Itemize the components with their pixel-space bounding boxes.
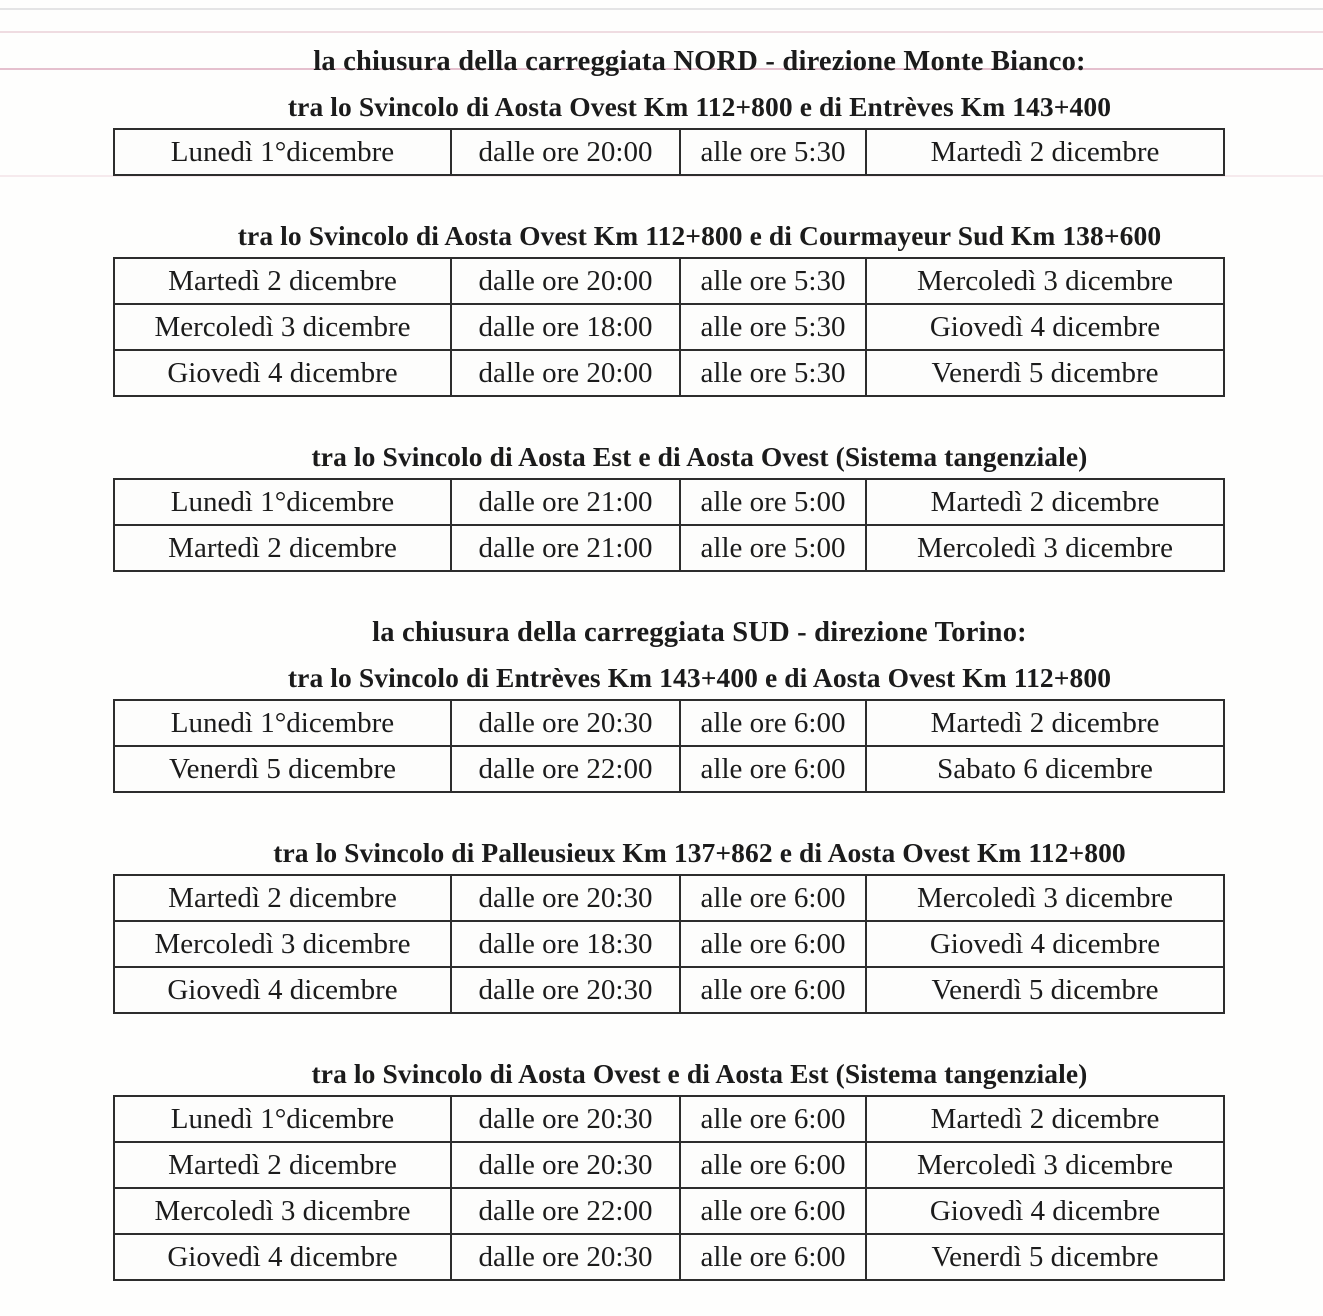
- reopen-day-cell: Mercoledì 3 dicembre: [866, 1142, 1224, 1188]
- reopen-day-cell: Martedì 2 dicembre: [866, 700, 1224, 746]
- table-row: [114, 1096, 1224, 1142]
- closure-day-cell: Giovedì 4 dicembre: [114, 967, 451, 1013]
- closure-day-cell: Mercoledì 3 dicembre: [114, 304, 451, 350]
- end-time-cell: alle ore 6:00: [680, 921, 866, 967]
- start-time-cell: dalle ore 20:30: [451, 967, 680, 1013]
- table-caption: tra lo Svincolo di Aosta Ovest e di Aosta Est (Sistema tangenziale): [311, 1058, 1088, 1089]
- reopen-day-cell: Giovedì 4 dicembre: [866, 921, 1224, 967]
- closure-day-cell: Lunedì 1°dicembre: [114, 129, 451, 175]
- reopen-day-cell: Venerdì 5 dicembre: [866, 967, 1224, 1013]
- closure-schedule-table: [113, 257, 1225, 397]
- closure-schedule-table: [113, 874, 1225, 1014]
- start-time-cell: dalle ore 20:00: [451, 129, 680, 175]
- table-caption: tra lo Svincolo di Palleusieux Km 137+862 e di Aosta Ovest Km 112+800: [273, 837, 1126, 868]
- closure-day-cell: Martedì 2 dicembre: [114, 258, 451, 304]
- table-row: [114, 921, 1224, 967]
- end-time-cell: alle ore 6:00: [680, 967, 866, 1013]
- start-time-cell: dalle ore 18:00: [451, 304, 680, 350]
- closure-day-cell: Mercoledì 3 dicembre: [114, 1188, 451, 1234]
- end-time-cell: alle ore 5:30: [680, 304, 866, 350]
- start-time-cell: dalle ore 22:00: [451, 1188, 680, 1234]
- reopen-day-cell: Venerdì 5 dicembre: [866, 1234, 1224, 1280]
- table-row: [114, 875, 1224, 921]
- closure-schedule-table: [113, 128, 1225, 176]
- start-time-cell: dalle ore 20:30: [451, 875, 680, 921]
- closure-day-cell: Lunedì 1°dicembre: [114, 700, 451, 746]
- start-time-cell: dalle ore 21:00: [451, 479, 680, 525]
- closure-day-cell: Martedì 2 dicembre: [114, 875, 451, 921]
- table-row: [114, 258, 1224, 304]
- closure-day-cell: Mercoledì 3 dicembre: [114, 921, 451, 967]
- reopen-day-cell: Martedì 2 dicembre: [866, 479, 1224, 525]
- reopen-day-cell: Mercoledì 3 dicembre: [866, 525, 1224, 571]
- end-time-cell: alle ore 5:30: [680, 258, 866, 304]
- closure-day-cell: Giovedì 4 dicembre: [114, 1234, 451, 1280]
- reopen-day-cell: Sabato 6 dicembre: [866, 746, 1224, 792]
- table-caption: tra lo Svincolo di Aosta Ovest Km 112+800 e di Entrèves Km 143+400: [287, 91, 1112, 122]
- end-time-cell: alle ore 5:00: [680, 479, 866, 525]
- closure-day-cell: Lunedì 1°dicembre: [114, 479, 451, 525]
- table-row: [114, 1188, 1224, 1234]
- end-time-cell: alle ore 5:30: [680, 350, 866, 396]
- start-time-cell: dalle ore 20:30: [451, 700, 680, 746]
- closure-day-cell: Lunedì 1°dicembre: [114, 1096, 451, 1142]
- table-caption: tra lo Svincolo di Aosta Est e di Aosta Ovest (Sistema tangenziale): [311, 441, 1088, 472]
- start-time-cell: dalle ore 20:00: [451, 350, 680, 396]
- end-time-cell: alle ore 6:00: [680, 700, 866, 746]
- reopen-day-cell: Mercoledì 3 dicembre: [866, 875, 1224, 921]
- closure-schedule-table: [113, 1095, 1225, 1281]
- table-row: [114, 1234, 1224, 1280]
- reopen-day-cell: Martedì 2 dicembre: [866, 1096, 1224, 1142]
- start-time-cell: dalle ore 20:00: [451, 258, 680, 304]
- start-time-cell: dalle ore 22:00: [451, 746, 680, 792]
- end-time-cell: alle ore 6:00: [680, 1234, 866, 1280]
- section-title: la chiusura della carreggiata SUD - direzione Torino:: [372, 617, 1027, 648]
- start-time-cell: dalle ore 21:00: [451, 525, 680, 571]
- closure-day-cell: Giovedì 4 dicembre: [114, 350, 451, 396]
- table-caption: tra lo Svincolo di Entrèves Km 143+400 e di Aosta Ovest Km 112+800: [287, 662, 1112, 693]
- end-time-cell: alle ore 6:00: [680, 875, 866, 921]
- end-time-cell: alle ore 6:00: [680, 1142, 866, 1188]
- reopen-day-cell: Mercoledì 3 dicembre: [866, 258, 1224, 304]
- table-caption: tra lo Svincolo di Aosta Ovest Km 112+800 e di Courmayeur Sud Km 138+600: [237, 220, 1162, 251]
- end-time-cell: alle ore 6:00: [680, 746, 866, 792]
- end-time-cell: alle ore 5:30: [680, 129, 866, 175]
- section-title: la chiusura della carreggiata NORD - direzione Monte Bianco:: [313, 46, 1086, 77]
- reopen-day-cell: Giovedì 4 dicembre: [866, 1188, 1224, 1234]
- end-time-cell: alle ore 5:00: [680, 525, 866, 571]
- closure-day-cell: Venerdì 5 dicembre: [114, 746, 451, 792]
- table-row: [114, 525, 1224, 571]
- start-time-cell: dalle ore 20:30: [451, 1142, 680, 1188]
- table-row: [114, 129, 1224, 175]
- reopen-day-cell: Giovedì 4 dicembre: [866, 304, 1224, 350]
- table-row: [114, 1142, 1224, 1188]
- reopen-day-cell: Martedì 2 dicembre: [866, 129, 1224, 175]
- table-row: [114, 967, 1224, 1013]
- end-time-cell: alle ore 6:00: [680, 1188, 866, 1234]
- table-row: [114, 350, 1224, 396]
- closure-schedule-table: [113, 478, 1225, 572]
- start-time-cell: dalle ore 20:30: [451, 1096, 680, 1142]
- start-time-cell: dalle ore 18:30: [451, 921, 680, 967]
- table-row: [114, 479, 1224, 525]
- table-row: [114, 304, 1224, 350]
- reopen-day-cell: Venerdì 5 dicembre: [866, 350, 1224, 396]
- closure-schedule-table: [113, 699, 1225, 793]
- closure-day-cell: Martedì 2 dicembre: [114, 1142, 451, 1188]
- table-row: [114, 746, 1224, 792]
- start-time-cell: dalle ore 20:30: [451, 1234, 680, 1280]
- closure-day-cell: Martedì 2 dicembre: [114, 525, 451, 571]
- table-row: [114, 700, 1224, 746]
- end-time-cell: alle ore 6:00: [680, 1096, 866, 1142]
